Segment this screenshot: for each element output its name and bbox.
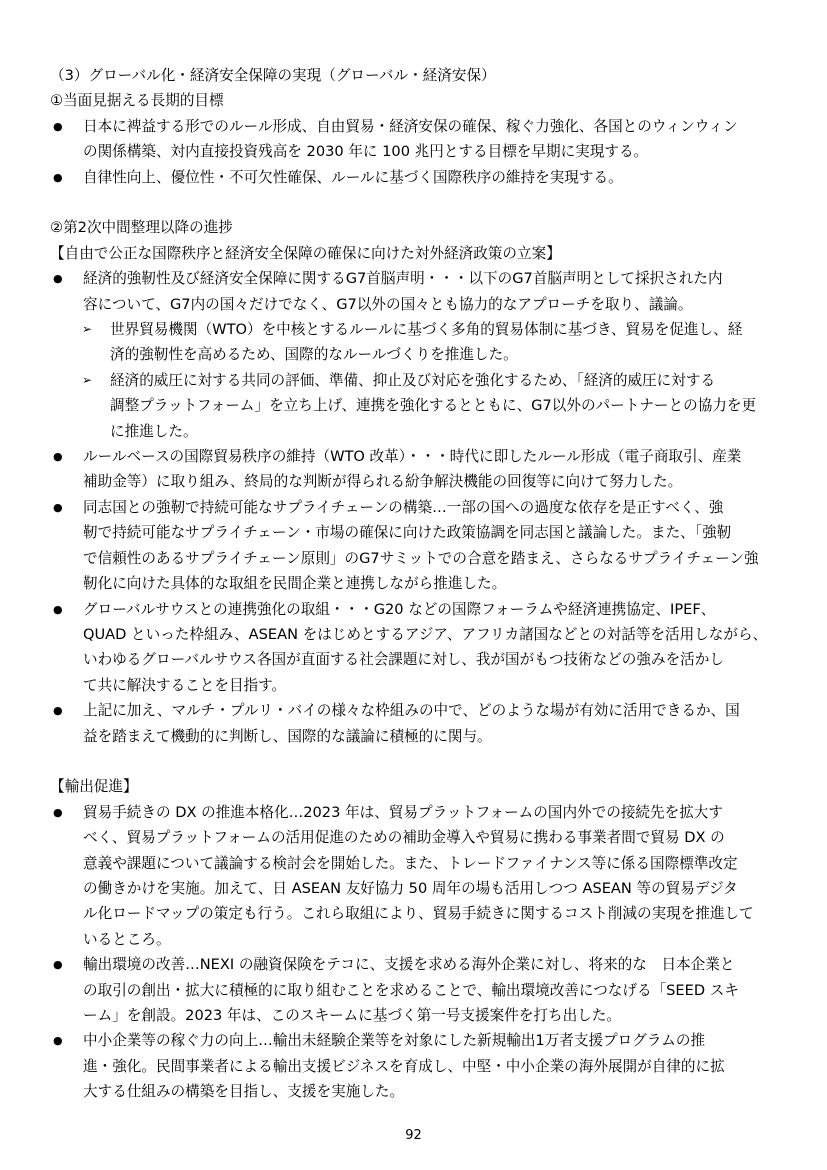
page-number: 92 [405,1128,422,1143]
list-item-line: 大する仕組みの構築を目指し、支援を実施した。 [83,1083,405,1101]
list-item-line: 進・強化。民間事業者による輸出支援ビジネスを育成し、中堅・中小企業の海外展開が自律的に拡 [83,1057,725,1075]
bullet-icon: ● [53,805,63,819]
list-item [50,114,785,165]
list-item-line: 中小企業等の稼ぐ力の向上…輸出未経験企業等を対象にした新規輸出1万者支援プログラムの推 [83,1032,706,1050]
bullet-icon: ● [53,704,63,718]
list-item-line: べく、貿易プラットフォームの活用促進のための補助金導入や貿易に携わる事業者間で貿易 DX の [83,829,725,847]
list-item [50,800,785,952]
document-page [50,63,785,1105]
list-item-line: の関係構築、対内直接投資残高を 2030 年に 100 兆円とする目標を早期に実現する。 [83,143,649,161]
list-item-line: 自律性向上、優位性・不可欠性確保、ルールに基づく国際秩序の維持を実現する。 [83,168,623,186]
bullet-icon: ● [53,1034,63,1048]
list-item-line: 経済的強靭性及び経済安全保障に関するG7首脳声明・・・以下のG7首脳声明として採択された内 [83,270,723,288]
list-item-line: 補助金等）に取り組み、終局的な判断が得られる紛争解決機能の回復等に向けて努力した。 [83,473,683,491]
list-item [50,495,785,597]
list-item [50,444,785,495]
list-item-line: 同志国との強靭で持続可能なサプライチェーンの構築…一部の国への過度な依存を是正すべく、強 [83,498,724,516]
list-item-line: 輸出環境の改善…NEXI の融資保険をテコに、支援を求める海外企業に対し、将来的な 日本企業と [83,956,735,974]
list-item-line: ルールベースの国際貿易秩序の維持（WTO 改革）・・・時代に即したルール形成（電子商取引、産業 [83,448,742,466]
list-item-line: グローバルサウスとの連携強化の取組・・・G20 などの国際フォーラムや経済連携協定、IPEF、 [83,600,716,618]
list-item-line: 意義や課題について議論する検討会を開始した。また、トレードファイナンス等に係る国際標準改定 [83,854,738,872]
list-item-line: 世界貿易機関（WTO）を中核とするルールに基づく多角的貿易体制に基づき、貿易を促進し、経 [110,321,743,339]
bullet-icon: ● [53,602,63,616]
subsection-title: ①当面見据える長期的目標 [50,92,224,110]
spacer [50,190,785,215]
list-item-line: 靭で持続可能なサプライチェーン・市場の確保に向けた政策協調を同志国と議論した。また、「強靭 [83,524,732,542]
group-title: 【自由で公正な国際秩序と経済安全保障の確保に向けた対外経済政策の立案】 [50,244,561,262]
list-item [50,266,785,317]
list-item-line: 日本に裨益する形でのルール形成、自由貿易・経済安保の確保、稼ぐ力強化、各国とのウィンウィン [83,117,738,135]
list-item-line: 調整プラットフォーム」を立ち上げ、連携を強化するとともに、G7以外のパートナーとの協力を更 [110,397,757,415]
list-item-line: ーム」を創設。2023 年は、このスキームに基づく第一号支援案件を打ち出した。 [83,1007,621,1024]
bullet-icon: ● [53,272,63,286]
list-item [50,597,785,699]
spacer [50,749,785,774]
list-item-line: 済的強靭性を高めるため、国際的なルールづくりを推進した。 [110,346,518,364]
list-item-line: 容について、G7内の国々だけでなく、G7以外の国々とも協力的なアプローチを取り、議論。 [83,295,693,313]
list-item-line: 貿易手続きの DX の推進本格化…2023 年は、貿易プラットフォームの国内外での接続先を拡大す [83,803,723,821]
sub-list-item [50,368,785,444]
list-item [50,165,785,190]
list-item-line: の働きかけを実施。加えて、日 ASEAN 友好協力 50 周年の場も活用しつつ ASEAN 等の貿易デジタ [83,879,738,897]
list-item-line: 上記に加え、マルチ・プルリ・バイの様々な枠組みの中で、どのような場が有効に活用できるか、国 [83,702,740,720]
list-item [50,1028,785,1104]
bullet-icon: ● [53,119,63,133]
list-item-line: 靭化に向けた具体的な取組を民間企業と連携しながら推進した。 [83,575,507,593]
bullet-icon: ● [53,170,63,184]
bullet-icon: ● [53,450,63,464]
arrow-bullet-icon: ➢ [82,322,93,337]
section-heading: （3）グローバル化・経済安全保障の実現（グローバル・経済安保） [50,67,496,84]
list-item-line: 益を踏まえて機動的に判断し、国際的な議論に積極的に関与。 [83,727,492,745]
list-item-line: いるところ。 [83,930,171,948]
subsection-title: ②第2次中間整理以降の進捗 [50,219,233,237]
list-item-line: いわゆるグローバルサウス各国が直面する社会課題に対し、我が国がもつ技術などの強みを活かし [83,651,724,669]
list-item-line: の取引の創出・拡大に積極的に取り組むことを求めることで、輸出環境改善につなげる「SEED スキ [83,981,739,999]
list-item-line: 経済的威圧に対する共同の評価、準備、抑止及び対応を強化するため、「経済的威圧に対する [110,371,716,389]
list-item-line: て共に解決することを目指す。 [83,676,287,694]
list-item-line: QUAD といった枠組み、ASEAN をはじめとするアジア、アフリカ諸国などとの対話等を活用しながら、 [83,625,768,643]
arrow-bullet-icon: ➢ [82,372,93,387]
list-item [50,698,785,749]
list-item-line: で信頼性のあるサプライチェーン原則」のG7サミットでの合意を踏まえ、さらなるサプライチェーン強 [83,549,759,567]
group-title: 【輸出促進】 [50,778,138,796]
bullet-icon: ● [53,500,63,514]
list-item-line: に推進した。 [110,422,198,440]
bullet-icon: ● [53,958,63,972]
list-item [50,952,785,1028]
sub-list-item [50,317,785,368]
list-item-line: ル化ロードマップの策定も行う。これら取組により、貿易手続きに関するコスト削減の実現を推進して [83,905,754,923]
